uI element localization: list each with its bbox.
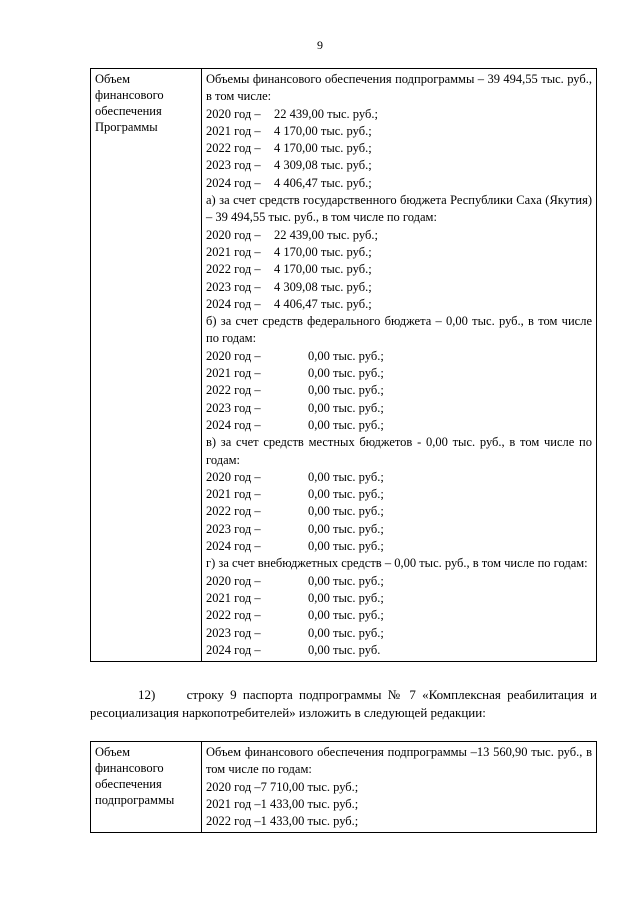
year-amount-row (206, 157, 592, 174)
amount-value: 1 433,00 тыс. руб.; (260, 796, 359, 811)
amount-value: 0,00 тыс. руб.; (308, 469, 384, 484)
amount-value: 4 309,08 тыс. руб.; (274, 158, 372, 173)
amount-value: 0,00 тыс. руб.; (308, 400, 384, 415)
amount-value: 0,00 тыс. руб.; (308, 539, 384, 554)
amount-value: 4 406,47 тыс. руб.; (274, 175, 372, 190)
amount-value: 7 710,00 тыс. руб.; (260, 779, 359, 794)
year-label: 2020 год – (206, 348, 261, 363)
table1-section-b-rows (206, 348, 592, 434)
year-label: 2023 год – (206, 158, 261, 173)
amount-value: 0,00 тыс. руб.; (308, 348, 384, 363)
amount-value: 4 170,00 тыс. руб.; (274, 123, 372, 138)
financing-table-subprogram (90, 741, 597, 833)
year-label: 2024 год – (206, 539, 261, 554)
amount-value: 22 439,00 тыс. руб.; (274, 227, 378, 242)
table1-section-d-heading: г) за счет внебюджетных средств – 0,00 тыс. руб., в том числе по годам: (206, 556, 588, 571)
amount-value: 0,00 тыс. руб.; (308, 417, 384, 432)
year-amount-row (206, 625, 592, 642)
year-amount-row (206, 261, 592, 278)
table1-section-c-heading: в) за счет средств местных бюджетов - 0,00 тыс. руб., в том числе по годам: (206, 435, 592, 467)
year-label: 2024 год – (206, 642, 261, 657)
year-label: 2020 год – (206, 573, 261, 588)
year-amount-row (206, 123, 592, 140)
year-amount-row (206, 607, 592, 624)
year-amount-row (206, 538, 592, 555)
year-label: 2022 год – (206, 608, 261, 623)
year-amount-row (206, 469, 592, 486)
year-label: 2024 год – (206, 175, 261, 190)
table1-label-cell: Объем финансового обеспечения Программы (91, 69, 202, 662)
year-label: 2023 год – (206, 521, 261, 536)
amount-value: 0,00 тыс. руб.; (308, 366, 384, 381)
year-label: 2021 год – (206, 366, 261, 381)
year-label: 2022 год – (206, 262, 261, 277)
amount-value: 0,00 тыс. руб.; (308, 590, 384, 605)
table2-intro: Объем финансового обеспечения подпрограммы –13 560,90 тыс. руб., в том числе по годам: (206, 745, 592, 777)
year-label: 2023 год – (206, 625, 261, 640)
year-amount-row (206, 573, 592, 590)
amount-value: 0,00 тыс. руб.; (308, 383, 384, 398)
year-label: 2021 год – (206, 590, 261, 605)
year-amount-row (206, 521, 592, 538)
amendment-paragraph (90, 686, 597, 722)
year-label: 2022 год – (206, 504, 261, 519)
table1-section-a-rows (206, 227, 592, 313)
amount-value: 0,00 тыс. руб.; (308, 521, 384, 536)
page-number: 9 (317, 38, 323, 52)
table2-rows (206, 779, 592, 831)
amount-value: 4 406,47 тыс. руб.; (274, 296, 372, 311)
table1-totals (206, 106, 592, 192)
year-amount-row (206, 503, 592, 520)
year-amount-row (206, 244, 592, 261)
year-amount-row (206, 279, 592, 296)
amount-value: 4 170,00 тыс. руб.; (274, 244, 372, 259)
table1-section-c-rows (206, 469, 592, 555)
year-amount-row (206, 590, 592, 607)
year-label: 2020 год – (206, 779, 261, 794)
year-amount-row (206, 796, 592, 813)
amount-value: 0,00 тыс. руб.; (308, 504, 384, 519)
year-amount-row (206, 382, 592, 399)
year-amount-row (206, 106, 592, 123)
table1-content-cell (202, 69, 597, 662)
amount-value: 0,00 тыс. руб.; (308, 625, 384, 640)
year-label: 2023 год – (206, 279, 261, 294)
year-amount-row (206, 813, 592, 830)
year-amount-row (206, 365, 592, 382)
year-amount-row (206, 296, 592, 313)
amount-value: 1 433,00 тыс. руб.; (260, 814, 359, 829)
amendment-text: строку 9 паспорта подпрограммы № 7 «Комплексная реабилитация и ресоциализация наркопотребителей» изложить в следующей редакции: (90, 687, 598, 720)
year-amount-row (206, 779, 592, 796)
amendment-number: 12) (138, 687, 156, 702)
financing-table-program (90, 68, 597, 662)
year-amount-row (206, 486, 592, 503)
amount-value: 0,00 тыс. руб. (308, 642, 381, 657)
year-label: 2021 год – (206, 796, 261, 811)
year-amount-row (206, 417, 592, 434)
table1-section-b-heading: б) за счет средств федерального бюджета – 0,00 тыс. руб., в том числе по годам: (206, 314, 592, 346)
year-label: 2023 год – (206, 400, 261, 415)
amount-value: 4 170,00 тыс. руб.; (274, 262, 372, 277)
year-label: 2022 год – (206, 141, 261, 156)
year-label: 2022 год – (206, 383, 261, 398)
table1-section-d-rows (206, 573, 592, 659)
table2-label-cell: Объем финансового обеспечения подпрограммы (91, 742, 202, 833)
year-label: 2024 год – (206, 417, 261, 432)
table1-section-a-heading: а) за счет средств государственного бюджета Республики Саха (Якутия) – 39 494,55 тыс. руб., в том числе по годам: (206, 193, 592, 225)
year-label: 2020 год – (206, 106, 261, 121)
year-amount-row (206, 348, 592, 365)
year-label: 2021 год – (206, 487, 261, 502)
year-label: 2021 год – (206, 123, 261, 138)
year-amount-row (206, 400, 592, 417)
year-amount-row (206, 175, 592, 192)
amount-value: 22 439,00 тыс. руб.; (274, 106, 378, 121)
year-amount-row (206, 140, 592, 157)
amount-value: 4 309,08 тыс. руб.; (274, 279, 372, 294)
year-label: 2020 год – (206, 227, 261, 242)
amount-value: 4 170,00 тыс. руб.; (274, 141, 372, 156)
year-amount-row (206, 642, 592, 659)
amount-value: 0,00 тыс. руб.; (308, 573, 384, 588)
year-label: 2021 год – (206, 244, 261, 259)
year-label: 2024 год – (206, 296, 261, 311)
amount-value: 0,00 тыс. руб.; (308, 487, 384, 502)
table2-content-cell (202, 742, 597, 833)
year-amount-row (206, 227, 592, 244)
year-label: 2020 год – (206, 469, 261, 484)
year-label: 2022 год – (206, 814, 261, 829)
amount-value: 0,00 тыс. руб.; (308, 608, 384, 623)
table1-intro: Объемы финансового обеспечения подпрограммы – 39 494,55 тыс. руб., в том числе: (206, 72, 592, 104)
